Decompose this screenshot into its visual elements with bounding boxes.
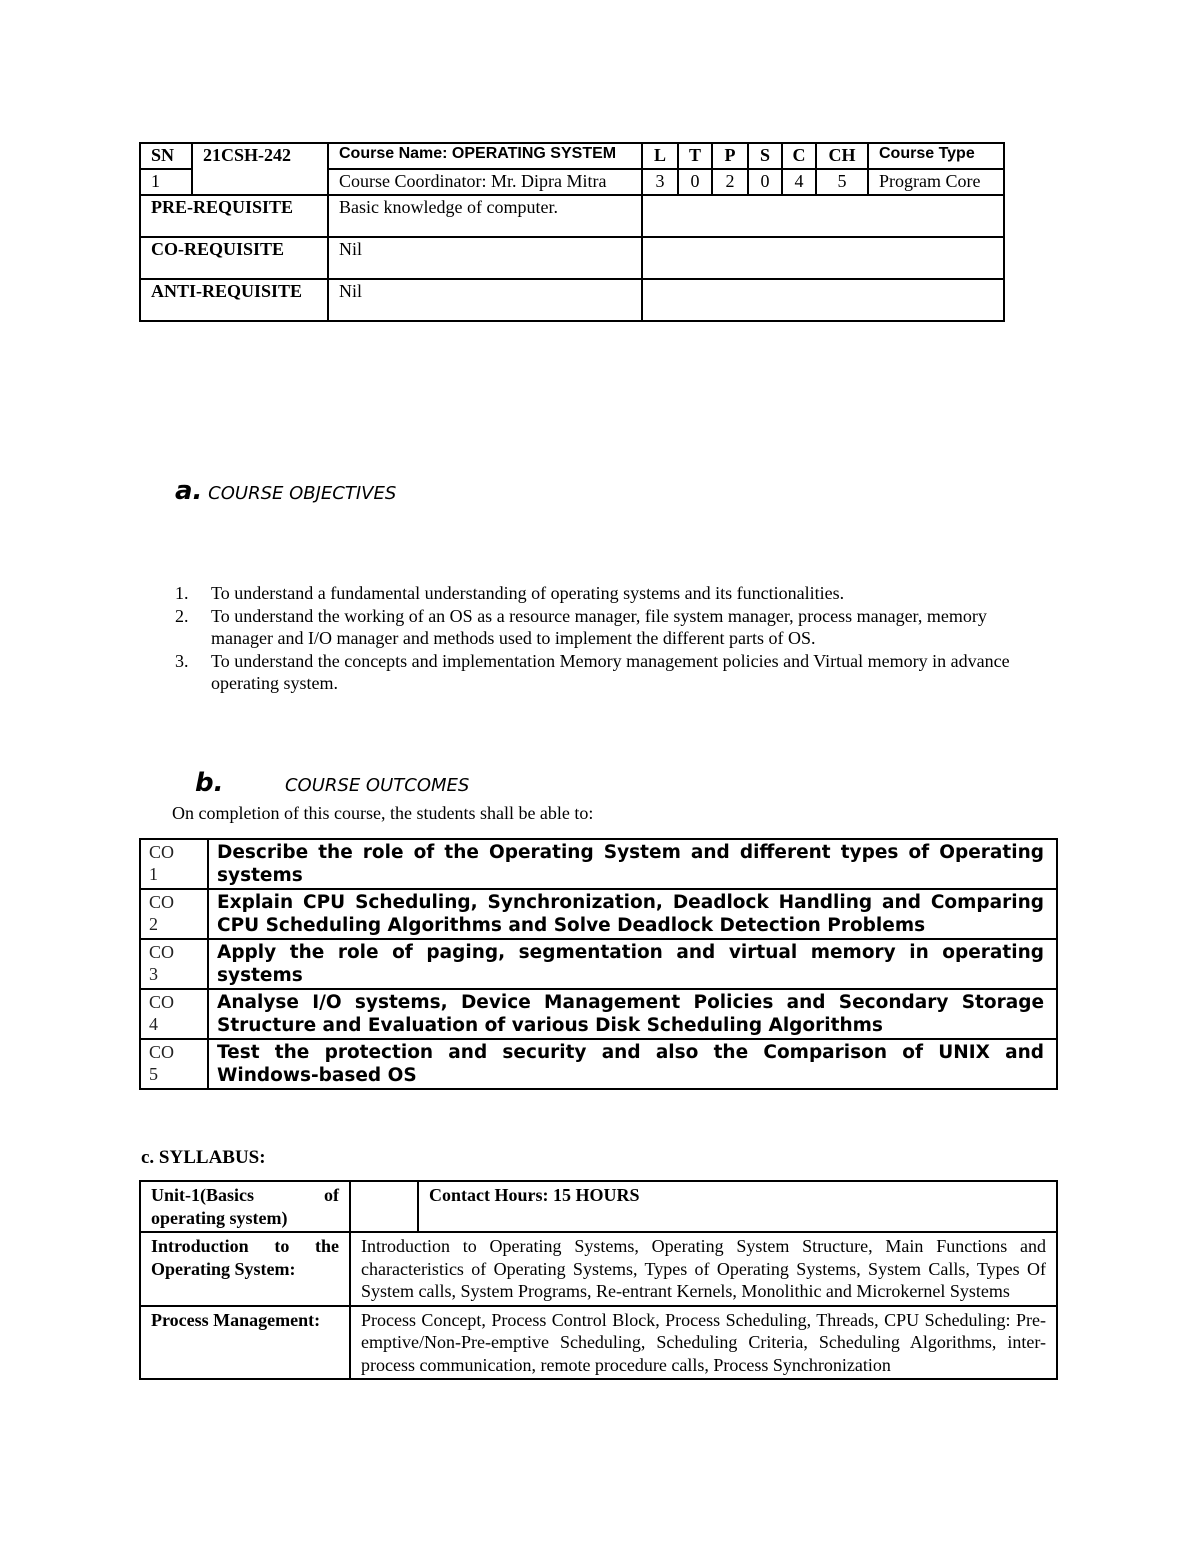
corequisite-label: CO-REQUISITE — [140, 237, 328, 279]
course-coordinator: Course Coordinator: Mr. Dipra Mitra — [328, 169, 642, 195]
credit-value-t: 0 — [678, 169, 712, 195]
outcome-row — [140, 939, 1057, 989]
sn-label: SN — [140, 143, 192, 169]
prerequisite-empty-cell — [642, 195, 1004, 237]
outcome-row — [140, 989, 1057, 1039]
objectives-list — [175, 582, 1025, 695]
credit-value-s: 0 — [748, 169, 782, 195]
objective-text: To understand the concepts and implementation Memory management policies and Virtual memory in advance operating system. — [211, 650, 1010, 693]
credit-label-p: P — [712, 143, 748, 169]
objective-item — [175, 650, 1025, 695]
outcomes-heading — [195, 768, 469, 798]
outcomes-title: COURSE OUTCOMES — [284, 775, 470, 796]
syllabus-row — [140, 1306, 1057, 1380]
prerequisite-value: Basic knowledge of computer. — [328, 195, 642, 237]
antirequisite-value: Nil — [328, 279, 642, 321]
objective-item — [175, 582, 1025, 605]
syllabus-content: Introduction to Operating Systems, Operating System Structure, Main Functions and characteristics of Operating Systems, Types of Operating Systems, System Calls, Types Of System calls, System Programs, Re-entrant Kernels, Monolithic and Microkernel Systems — [350, 1232, 1057, 1306]
outcome-row — [140, 1039, 1057, 1089]
outcome-label: CO 3 — [140, 939, 208, 989]
course-type-value: Program Core — [868, 169, 1004, 195]
credit-label-s: S — [748, 143, 782, 169]
credit-label-l: L — [642, 143, 678, 169]
outcomes-intro: On completion of this course, the students shall be able to: — [172, 803, 594, 823]
syllabus-content: Process Concept, Process Control Block, Process Scheduling, Threads, CPU Scheduling: Pre-emptive/Non-Pre-emptive Scheduling, Scheduling Criteria, Scheduling Algorithms, inter-process communication, remote procedure calls, Process Synchronization — [350, 1306, 1057, 1380]
outcome-label: CO 4 — [140, 989, 208, 1039]
outcome-label: CO 2 — [140, 889, 208, 939]
syllabus-heading: c. SYLLABUS: — [141, 1147, 266, 1168]
credit-label-ch: CH — [816, 143, 868, 169]
outcome-label: CO 5 — [140, 1039, 208, 1089]
objective-text: To understand the working of an OS as a resource manager, file system manager, process manager, memory manager and I/O manager and methods used to implement the different parts of OS. — [211, 605, 987, 648]
outcome-text: Test the protection and security and also the Comparison of UNIX and Windows-based OS — [208, 1039, 1057, 1089]
syllabus-topic: Introduction to the Operating System: — [140, 1232, 350, 1306]
credit-value-c: 4 — [782, 169, 816, 195]
prerequisite-label: PRE-REQUISITE — [140, 195, 328, 237]
outcome-text: Apply the role of paging, segmentation and virtual memory in operating systems — [208, 939, 1057, 989]
antirequisite-label: ANTI-REQUISITE — [140, 279, 328, 321]
course-header-table — [139, 142, 1005, 322]
outcomes-table — [139, 838, 1058, 1090]
course-code: 21CSH-242 — [192, 143, 328, 195]
credit-value-p: 2 — [712, 169, 748, 195]
outcome-row — [140, 839, 1057, 889]
unit-title: Unit-1(Basics of operating system) — [140, 1181, 350, 1232]
credit-label-t: T — [678, 143, 712, 169]
syllabus-table — [139, 1180, 1058, 1380]
unit-empty-cell — [350, 1181, 418, 1232]
objectives-letter: a. — [175, 476, 203, 506]
outcome-text: Analyse I/O systems, Device Management Policies and Secondary Storage Structure and Evaluation of various Disk Scheduling Algorithms — [208, 989, 1057, 1039]
objective-number: 3. — [175, 650, 189, 671]
outcome-row — [140, 889, 1057, 939]
course-name: Course Name: OPERATING SYSTEM — [328, 143, 642, 169]
sn-value: 1 — [140, 169, 192, 195]
outcome-text: Describe the role of the Operating System and different types of Operating systems — [208, 839, 1057, 889]
objective-number: 1. — [175, 583, 189, 603]
credit-label-c: C — [782, 143, 816, 169]
course-type-label: Course Type — [868, 143, 1004, 169]
outcome-label: CO 1 — [140, 839, 208, 889]
credit-value-ch: 5 — [816, 169, 868, 195]
objective-number: 2. — [175, 605, 189, 626]
objectives-heading — [175, 476, 396, 506]
outcomes-letter: b. — [195, 768, 224, 798]
contact-hours: Contact Hours: 15 HOURS — [418, 1181, 1057, 1232]
corequisite-empty-cell — [642, 237, 1004, 279]
objectives-title: COURSE OBJECTIVES — [208, 483, 397, 504]
corequisite-value: Nil — [328, 237, 642, 279]
syllabus-row — [140, 1232, 1057, 1306]
syllabus-topic: Process Management: — [140, 1306, 350, 1380]
antirequisite-empty-cell — [642, 279, 1004, 321]
credit-value-l: 3 — [642, 169, 678, 195]
objective-text: To understand a fundamental understanding of operating systems and its functionalities. — [211, 583, 845, 603]
outcome-text: Explain CPU Scheduling, Synchronization, Deadlock Handling and Comparing CPU Scheduling Algorithms and Solve Deadlock Detection Problems — [208, 889, 1057, 939]
objective-item — [175, 605, 1025, 650]
